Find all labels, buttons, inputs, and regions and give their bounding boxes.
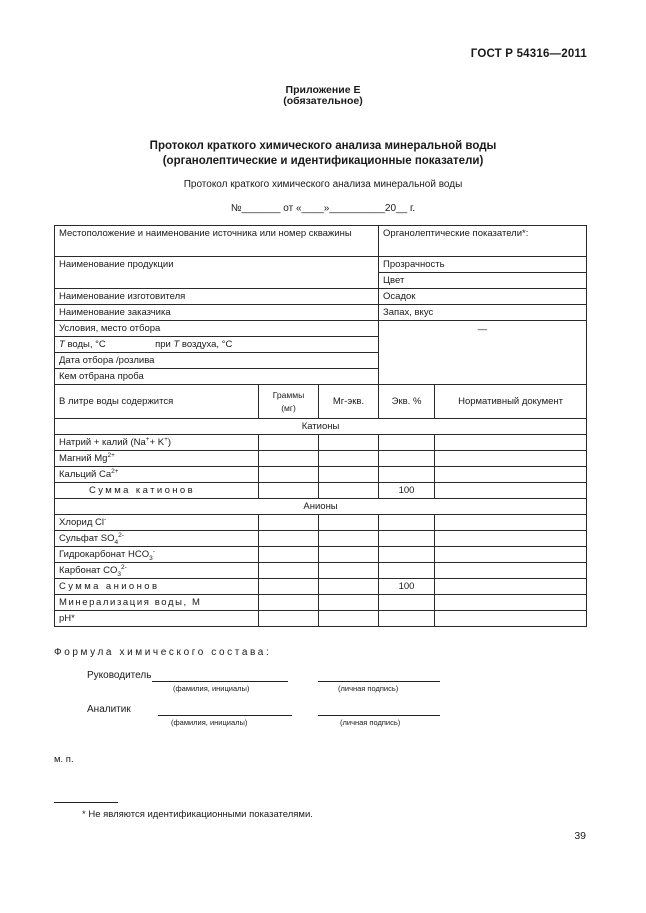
cation-1-mid: + K bbox=[149, 437, 165, 448]
table-cell bbox=[379, 515, 435, 531]
table-cell bbox=[435, 467, 587, 483]
table-cell bbox=[319, 611, 379, 627]
table-row bbox=[55, 467, 587, 483]
anion-3-label: Гидрокарбонат HCO bbox=[59, 549, 150, 560]
table-cell bbox=[435, 579, 587, 595]
document-code: ГОСТ Р 54316—2011 bbox=[470, 48, 587, 60]
cation-na-k-label bbox=[55, 435, 259, 451]
protocol-title-line2: (органолептические и идентификационные показатели) bbox=[162, 155, 484, 167]
table-cell bbox=[435, 531, 587, 547]
analysis-table bbox=[54, 225, 587, 627]
manufacturer-label: Наименование изготовителя bbox=[55, 289, 379, 305]
protocol-subtitle: Протокол краткого химического анализа минеральной воды bbox=[183, 179, 463, 190]
col-content-header: В литре воды содержится bbox=[55, 385, 259, 419]
cation-1-label: Натрий + калий (Na bbox=[59, 437, 146, 448]
customer-label: Наименование заказчика bbox=[55, 305, 379, 321]
table-row bbox=[55, 563, 587, 579]
smell-taste-label: Запах, вкус bbox=[379, 305, 587, 321]
table-row bbox=[55, 257, 587, 273]
head-signature-caption: (личная подпись) bbox=[338, 684, 399, 693]
anion-1-label: Хлорид Cl bbox=[59, 517, 105, 528]
sampling-date-label: Дата отбора /розлива bbox=[55, 353, 379, 369]
table-cell bbox=[319, 435, 379, 451]
table-row bbox=[55, 289, 587, 305]
cation-1-sup2: + bbox=[164, 435, 168, 443]
table-cell bbox=[259, 531, 319, 547]
head-signature-line bbox=[318, 681, 440, 682]
table-cell bbox=[435, 547, 587, 563]
cation-sum-label: Сумма катионов bbox=[55, 483, 259, 499]
cation-1-tail: ) bbox=[167, 437, 172, 448]
anion-2-sup: 2- bbox=[118, 531, 124, 539]
table-cell bbox=[435, 435, 587, 451]
cation-ca-label bbox=[55, 467, 259, 483]
table-cell bbox=[379, 547, 435, 563]
col-norm-doc-header: Нормативный документ bbox=[435, 385, 587, 419]
table-cell bbox=[259, 483, 319, 499]
ph-label: pH* bbox=[55, 611, 259, 627]
cation-3-label: Кальций Ca bbox=[59, 469, 112, 480]
table-cell bbox=[379, 595, 435, 611]
table-row bbox=[55, 321, 587, 337]
col-grams-line1: Граммы bbox=[272, 389, 305, 400]
cations-header: Катионы bbox=[55, 419, 587, 435]
col-mg-eq-header: Мг-экв. bbox=[319, 385, 379, 419]
table-cell bbox=[259, 515, 319, 531]
table-cell bbox=[435, 563, 587, 579]
transparency-label: Прозрачность bbox=[379, 257, 587, 273]
product-name-label: Наименование продукции bbox=[55, 257, 379, 289]
table-cell bbox=[379, 467, 435, 483]
table-row bbox=[55, 547, 587, 563]
table-cell bbox=[319, 563, 379, 579]
anion-2-sub: 4 bbox=[114, 538, 119, 546]
source-location-cell bbox=[55, 226, 379, 257]
cation-1-sup1: + bbox=[145, 435, 150, 443]
table-row bbox=[55, 483, 587, 499]
table-row bbox=[55, 595, 587, 611]
col-grams-line2: (мг) bbox=[281, 402, 296, 413]
table-cell bbox=[259, 611, 319, 627]
cation-2-sup: 2+ bbox=[107, 451, 115, 459]
temperature-cell bbox=[55, 337, 379, 353]
cation-3-sup: 2+ bbox=[111, 467, 119, 475]
sediment-label: Осадок bbox=[379, 289, 587, 305]
anion-co3-label bbox=[55, 563, 259, 579]
table-row bbox=[55, 226, 587, 257]
source-location-label: Местоположение и наименование источника или номер скважины bbox=[59, 228, 352, 239]
anions-header: Анионы bbox=[55, 499, 587, 515]
table-cell bbox=[319, 579, 379, 595]
table-row bbox=[55, 385, 587, 419]
anion-sum-pct: 100 bbox=[379, 579, 435, 595]
table-cell bbox=[319, 531, 379, 547]
cation-sum-pct: 100 bbox=[379, 483, 435, 499]
table-cell bbox=[259, 451, 319, 467]
anion-cl-label bbox=[55, 515, 259, 531]
table-row bbox=[55, 499, 587, 515]
table-row bbox=[55, 451, 587, 467]
table-cell bbox=[319, 515, 379, 531]
anion-sum-label: Сумма анионов bbox=[55, 579, 259, 595]
sampled-by-label: Кем отбрана проба bbox=[55, 369, 379, 385]
footnote: * Не являются идентификационными показателями. bbox=[82, 809, 313, 820]
table-cell bbox=[319, 547, 379, 563]
table-cell bbox=[259, 547, 319, 563]
table-cell bbox=[319, 451, 379, 467]
table-cell bbox=[319, 595, 379, 611]
anion-4-sup: 2- bbox=[121, 563, 127, 571]
formula-label: Формула химического состава: bbox=[54, 647, 272, 658]
protocol-title-line1: Протокол краткого химического анализа минеральной воды bbox=[149, 140, 497, 152]
mineralization-label: Минерализация воды, М bbox=[55, 595, 259, 611]
table-cell bbox=[319, 467, 379, 483]
annex-status: (обязательное) bbox=[283, 95, 363, 107]
table-row bbox=[55, 435, 587, 451]
water-t-symbol: T bbox=[59, 339, 65, 350]
cation-mg-label bbox=[55, 451, 259, 467]
head-name-caption: (фамилия, инициалы) bbox=[173, 684, 250, 693]
anion-2-label: Сульфат SO bbox=[59, 533, 115, 544]
analyst-signature-caption: (личная подпись) bbox=[340, 718, 401, 727]
cation-2-label: Магний Mg bbox=[59, 453, 108, 464]
table-row bbox=[55, 419, 587, 435]
anion-3-sup: - bbox=[152, 547, 155, 555]
air-t-symbol: T bbox=[173, 339, 180, 350]
table-cell bbox=[379, 563, 435, 579]
analyst-signature-line bbox=[318, 715, 440, 716]
air-temp-label: воздуха, °C bbox=[179, 339, 233, 350]
anion-3-sub: 3 bbox=[149, 554, 153, 562]
analyst-name-caption: (фамилия, инициалы) bbox=[171, 718, 248, 727]
table-cell bbox=[259, 595, 319, 611]
head-name-line bbox=[152, 681, 288, 682]
page-number: 39 bbox=[574, 830, 586, 842]
stamp-place: м. п. bbox=[54, 754, 74, 765]
table-cell bbox=[259, 435, 319, 451]
table-row bbox=[55, 611, 587, 627]
air-pre-label: при bbox=[155, 339, 174, 350]
organoleptic-dash: — bbox=[379, 321, 587, 385]
table-cell bbox=[435, 483, 587, 499]
water-temp-label: воды, °C bbox=[64, 339, 106, 350]
table-cell bbox=[435, 451, 587, 467]
col-grams-header bbox=[259, 385, 319, 419]
organoleptic-header: Органолептические показатели*: bbox=[379, 226, 587, 257]
table-cell bbox=[435, 611, 587, 627]
annex-title: Приложение Е bbox=[285, 84, 361, 96]
head-label: Руководитель bbox=[87, 670, 152, 681]
analyst-name-line bbox=[158, 715, 292, 716]
color-label: Цвет bbox=[379, 273, 587, 289]
analyst-label: Аналитик bbox=[87, 704, 131, 715]
table-row bbox=[55, 531, 587, 547]
footnote-rule bbox=[54, 802, 118, 803]
table-cell bbox=[379, 435, 435, 451]
anion-4-label: Карбонат CO bbox=[59, 565, 118, 576]
table-cell bbox=[259, 563, 319, 579]
table-cell bbox=[259, 467, 319, 483]
table-cell bbox=[379, 611, 435, 627]
table-row bbox=[55, 515, 587, 531]
anion-4-sub: 3 bbox=[117, 570, 122, 578]
table-cell bbox=[319, 483, 379, 499]
sampling-conditions-label: Условия, место отбора bbox=[55, 321, 379, 337]
table-cell bbox=[259, 579, 319, 595]
table-cell bbox=[435, 595, 587, 611]
table-row bbox=[55, 579, 587, 595]
table-cell bbox=[435, 515, 587, 531]
protocol-number-line: №_______ от «____»__________20__ г. bbox=[230, 203, 416, 214]
anion-hco3-label bbox=[55, 547, 259, 563]
anion-1-sup: - bbox=[104, 515, 107, 523]
anion-so4-label bbox=[55, 531, 259, 547]
table-row bbox=[55, 305, 587, 321]
table-cell bbox=[379, 531, 435, 547]
col-eq-pct-header: Экв. % bbox=[379, 385, 435, 419]
table-cell bbox=[379, 451, 435, 467]
